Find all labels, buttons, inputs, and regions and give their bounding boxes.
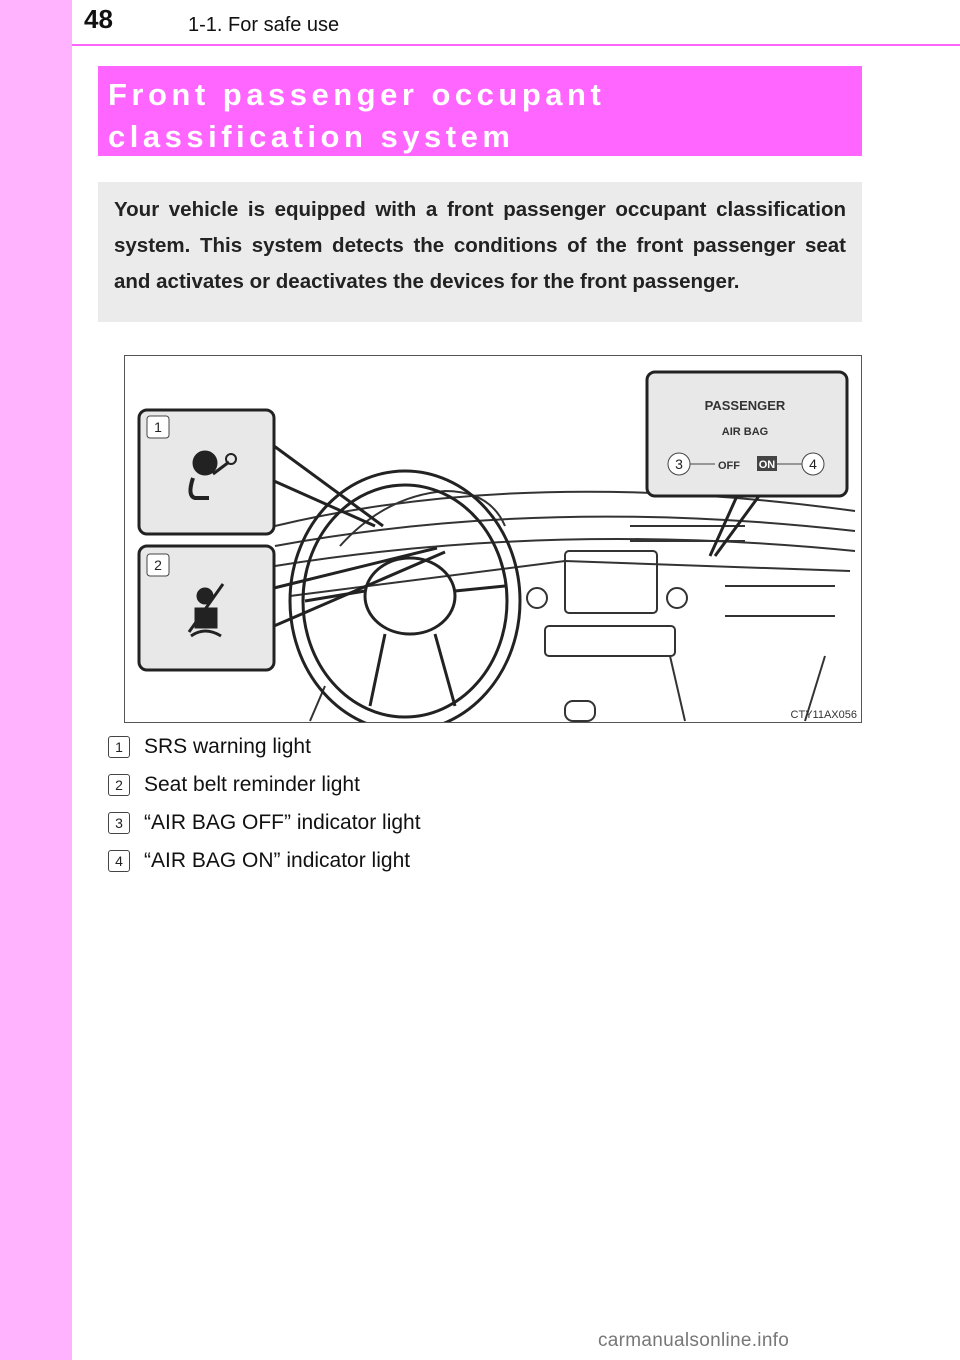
legend-item — [108, 728, 808, 766]
legend-text: “AIR BAG ON” indicator light — [144, 849, 411, 872]
dashboard-svg — [125, 356, 861, 722]
svg-text:4: 4 — [809, 456, 817, 472]
legend-item — [108, 842, 808, 880]
svg-text:2: 2 — [154, 557, 162, 573]
page-title: Front passenger occupant classification system — [108, 77, 606, 154]
dashboard-illustration — [124, 355, 862, 723]
watermark: carmanualsonline.info — [598, 1330, 790, 1351]
panel-line-airbag: AIR BAG — [721, 426, 769, 438]
off-indicator-label: OFF — [718, 460, 740, 472]
on-indicator-label: ON — [758, 459, 776, 471]
svg-text:3: 3 — [675, 456, 683, 472]
legend-number: 4 — [108, 850, 130, 872]
callout-number: 1 — [154, 419, 162, 435]
dashboard-drawing — [275, 491, 855, 721]
legend-number: 3 — [108, 812, 130, 834]
legend-number: 2 — [108, 774, 130, 796]
side-margin-strip — [0, 0, 72, 1360]
legend-list — [108, 728, 808, 880]
callout-seatbelt-reminder — [139, 546, 445, 670]
legend-text: SRS warning light — [144, 735, 311, 758]
legend-text: “AIR BAG OFF” indicator light — [144, 811, 421, 834]
page-number: 48 — [84, 4, 113, 34]
legend-number: 1 — [108, 736, 130, 758]
panel-line-passenger: PASSENGER — [704, 398, 786, 413]
legend-item — [108, 766, 808, 804]
callout-srs-warning — [139, 410, 383, 534]
callout-passenger-airbag-panel — [647, 372, 847, 556]
intro-box — [98, 182, 862, 322]
legend-text: Seat belt reminder light — [144, 773, 360, 796]
header-rule — [72, 44, 960, 46]
title-banner — [98, 66, 862, 156]
legend-item — [108, 804, 808, 842]
steering-wheel — [290, 471, 520, 722]
figure-code: CTY11AX056 — [790, 709, 857, 721]
section-label: 1-1. For safe use — [188, 14, 340, 36]
intro-text: Your vehicle is equipped with a front passenger occupant classification system. This system detects the conditions of the front passenger seat and activates or deactivates the devices for the front passenger. — [114, 198, 846, 293]
